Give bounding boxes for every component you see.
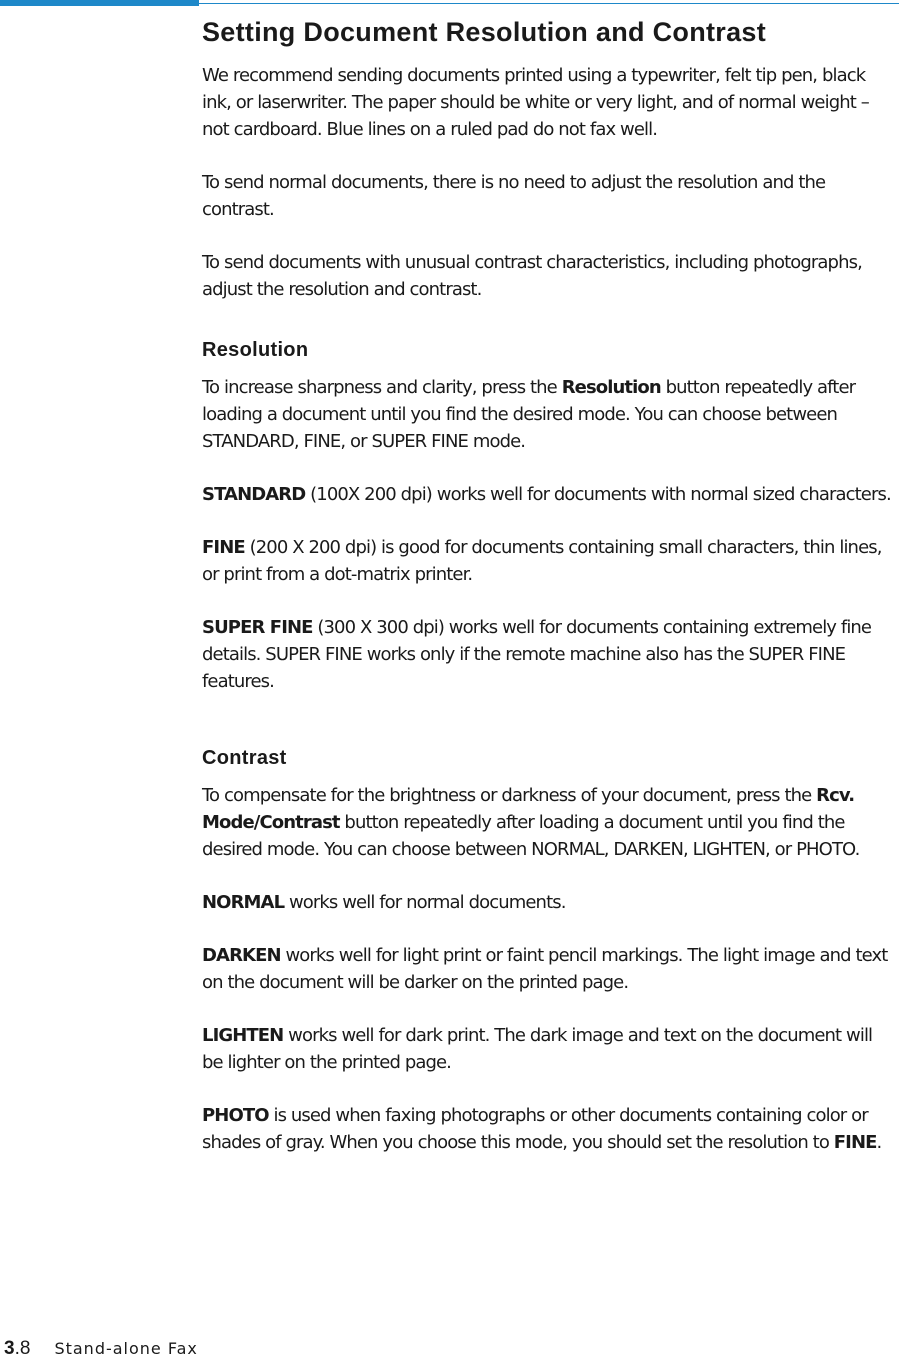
contrast-heading: Contrast xyxy=(202,747,287,769)
normal-mode-label: NORMAL xyxy=(202,892,285,913)
photo-mode-paragraph xyxy=(202,1102,896,1156)
intro-paragraph-1: We recommend sending documents printed using a typewriter, felt tip pen, black ink, or laserwriter. The paper should be white or very light, and of normal weight – not cardboard. Blue lines on a ruled pad do not fax well. xyxy=(202,65,869,140)
lighten-mode-label: LIGHTEN xyxy=(202,1025,284,1046)
darken-mode-description: works well for light print or faint pencil markings. The light image and text on the document will be darker on the printed page. xyxy=(202,945,888,993)
lighten-mode-paragraph xyxy=(202,1022,896,1076)
photo-mode-label: PHOTO xyxy=(202,1105,269,1126)
darken-mode-paragraph xyxy=(202,942,896,996)
standard-mode-description: (100X 200 dpi) works well for documents with normal sized characters. xyxy=(305,484,891,505)
standard-mode-paragraph xyxy=(202,481,896,508)
standard-mode-label: STANDARD xyxy=(202,484,306,505)
page-footer xyxy=(4,1338,198,1360)
header-rule xyxy=(199,3,899,4)
darken-mode-label: DARKEN xyxy=(202,945,281,966)
resolution-intro-text-cont: button repeatedly after loading a document until you find the desired mode. You can choose between STANDARD, FINE, or SUPER FINE mode. xyxy=(202,377,856,452)
contrast-intro-paragraph xyxy=(202,782,896,863)
lighten-mode-description: works well for dark print. The dark image and text on the document will be lighter on the printed page. xyxy=(202,1025,873,1073)
normal-mode-description: works well for normal documents. xyxy=(284,892,566,913)
normal-mode-paragraph xyxy=(202,889,896,916)
photo-mode-resolution-value: FINE xyxy=(833,1132,877,1153)
intro-paragraph-2: To send normal documents, there is no need to adjust the resolution and the contrast. xyxy=(202,172,826,220)
chapter-number: 3 xyxy=(4,1338,15,1359)
contrast-intro-text-cont: button repeatedly after loading a document until you find the desired mode. You can choose between NORMAL, DARKEN, LIGHTEN, or PHOTO. xyxy=(202,812,860,860)
page-title: Setting Document Resolution and Contrast xyxy=(202,17,767,47)
footer-section-title: Stand-alone Fax xyxy=(54,1339,198,1358)
fine-mode-paragraph xyxy=(202,534,896,588)
resolution-intro-text: To increase sharpness and clarity, press the xyxy=(202,377,562,398)
intro-paragraph-3: To send documents with unusual contrast characteristics, including photographs, adjust the resolution and contrast. xyxy=(202,252,862,300)
fine-mode-label: FINE xyxy=(202,537,245,558)
fine-mode-description: (200 X 200 dpi) is good for documents containing small characters, thin lines, or print from a dot-matrix printer. xyxy=(202,537,882,585)
photo-mode-period: . xyxy=(876,1132,882,1153)
superfine-mode-paragraph xyxy=(202,614,896,695)
resolution-heading: Resolution xyxy=(202,339,309,361)
contrast-button-name: Rcv. Mode/Contrast xyxy=(202,785,855,833)
contrast-intro-text: To compensate for the brightness or darkness of your document, press the xyxy=(202,785,817,806)
resolution-button-name: Resolution xyxy=(561,377,661,398)
superfine-mode-label: SUPER FINE xyxy=(202,617,313,638)
header-accent-bar xyxy=(0,0,199,6)
photo-mode-description: is used when faxing photographs or other documents containing color or shades of gray. When you choose this mode, you should set the resolution to xyxy=(202,1105,868,1153)
page-number: 8 xyxy=(19,1338,31,1359)
superfine-mode-description: (300 X 300 dpi) works well for documents containing extremely fine details. SUPER FINE works only if the remote machine also has the SUPER FINE features. xyxy=(202,617,872,692)
resolution-intro-paragraph xyxy=(202,374,896,455)
page-number-separator: . xyxy=(14,1338,20,1359)
page-content xyxy=(202,14,896,1182)
